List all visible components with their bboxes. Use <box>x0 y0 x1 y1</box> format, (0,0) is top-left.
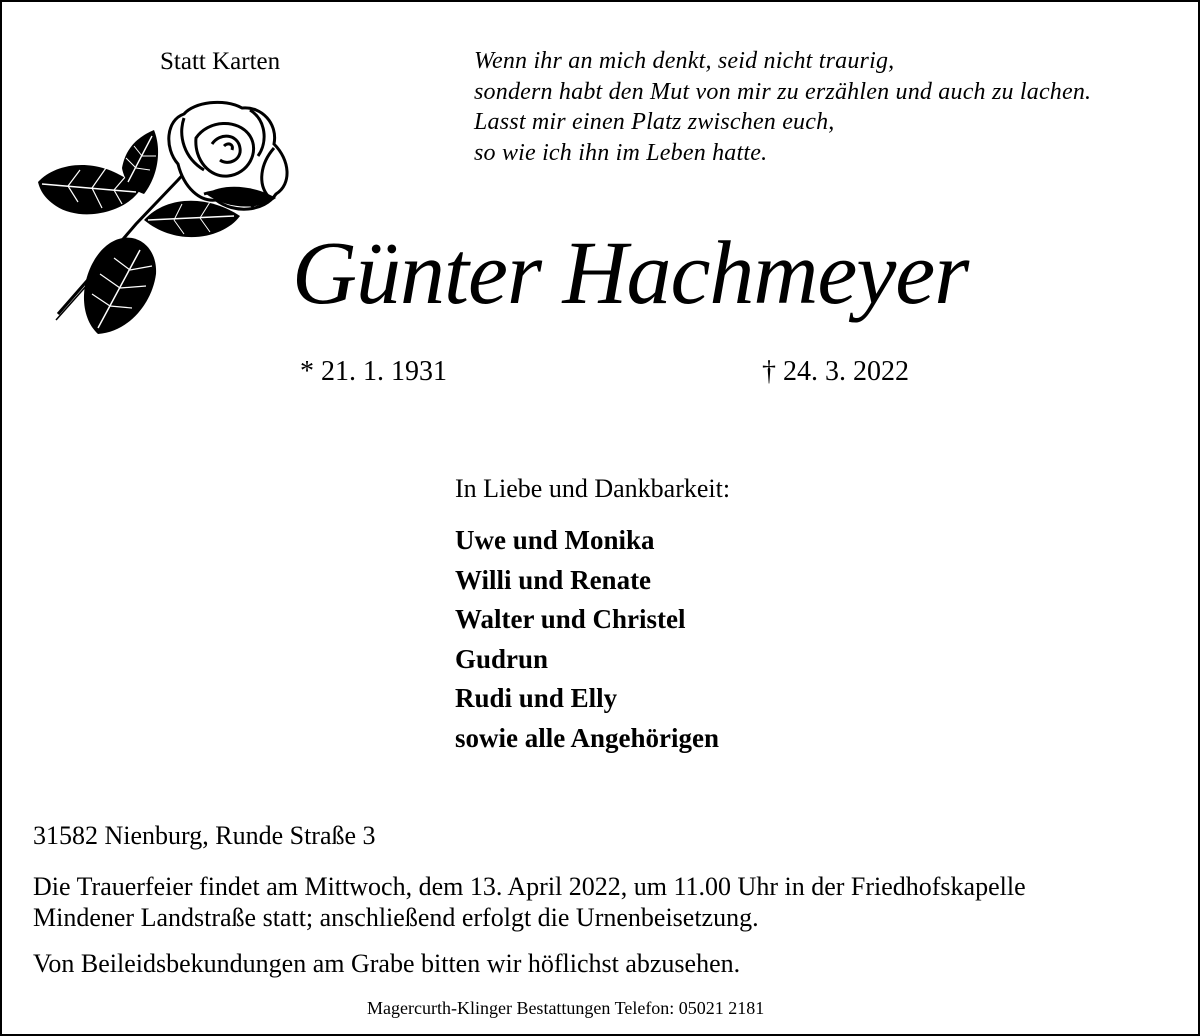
condolence-notice: Von Beileidsbekundungen am Grabe bitten wir höflichst abzusehen. <box>33 949 741 978</box>
rose-icon <box>28 98 300 342</box>
poem-line: Wenn ihr an mich denkt, seid nicht traurig, <box>474 48 895 74</box>
poem <box>474 46 1091 168</box>
undertaker-footer: Magercurth-Klinger Bestattungen Telefon: 05021 2181 <box>367 998 765 1018</box>
poem-line: Lasst mir einen Platz zwischen euch, <box>474 109 835 135</box>
ceremony-line: Die Trauerfeier findet am Mittwoch, dem 13. April 2022, um 11.00 Uhr in der Friedhofskapelle <box>33 872 1026 901</box>
poem-line: sondern habt den Mut von mir zu erzählen und auch zu lachen. <box>474 78 1092 105</box>
mourners-list <box>455 521 719 758</box>
statt-karten-label: Statt Karten <box>160 48 281 75</box>
deceased-name: Günter Hachmeyer <box>292 224 969 323</box>
mourner-name: Gudrun <box>455 643 549 674</box>
poem-line: so wie ich ihn im Leben hatte. <box>474 139 768 166</box>
mourners-intro: In Liebe und Dankbarkeit: <box>455 474 731 503</box>
ceremony-line: Mindener Landstraße statt; anschließend erfolgt die Urnenbeisetzung. <box>33 903 759 932</box>
address: 31582 Nienburg, Runde Straße 3 <box>33 821 376 850</box>
mourner-name: sowie alle Angehörigen <box>455 722 719 753</box>
mourner-name: Walter und Christel <box>455 604 686 634</box>
death-date: † 24. 3. 2022 <box>762 356 909 387</box>
mourner-name: Uwe und Monika <box>455 525 655 555</box>
mourner-name: Willi und Renate <box>455 564 652 595</box>
birth-date: * 21. 1. 1931 <box>300 356 447 387</box>
mourner-name: Rudi und Elly <box>455 683 618 713</box>
ceremony-notice <box>33 871 1026 933</box>
